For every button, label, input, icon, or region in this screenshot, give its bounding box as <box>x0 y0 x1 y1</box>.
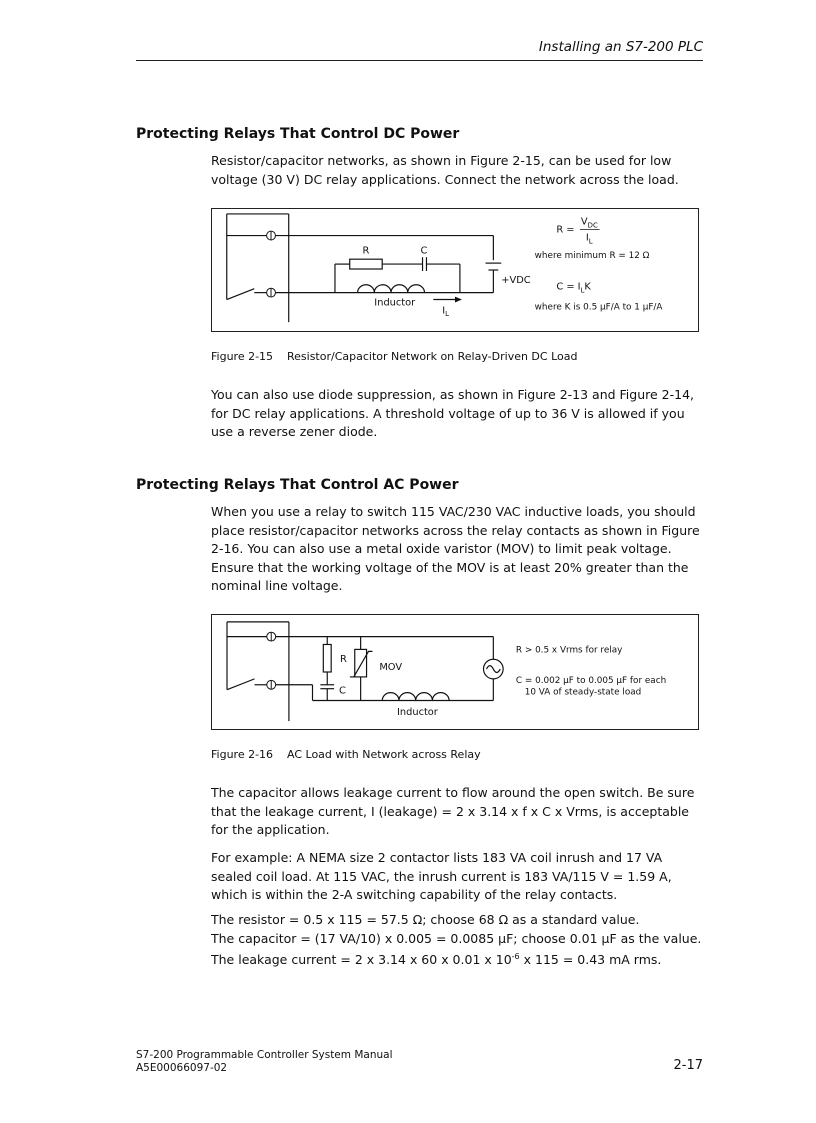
footer-manual-title: S7-200 Programmable Controller System Manual <box>136 1049 393 1061</box>
resistor-label: R <box>340 654 347 666</box>
ac-example-paragraph: For example: A NEMA size 2 contactor lists 183 VA coil inrush and 17 VA sealed coil load. At 115 VAC, the inrush current is 183 VA/115 V = 1.59 A, which is within the 2-A switching capability of the relay contacts. <box>211 850 672 903</box>
current-arrow-head <box>455 297 462 303</box>
mov-label: MOV <box>379 662 403 674</box>
heading-ac-relays: Protecting Relays That Control AC Power <box>136 477 459 493</box>
resistor-symbol <box>323 644 331 672</box>
note-c-line2: 10 VA of steady-state load <box>524 687 642 698</box>
inductor-label: Inductor <box>374 297 416 309</box>
heading-dc-relays: Protecting Relays That Control DC Power <box>136 126 460 142</box>
eq-c-note: where K is 0.5 µF/A to 1 µF/A <box>534 302 663 313</box>
inductor-label: Inductor <box>397 707 438 719</box>
calculation-block <box>211 911 703 970</box>
resistor-label: R <box>362 245 370 257</box>
calc-resistor: The resistor = 0.5 x 115 = 57.5 Ω; choose 68 Ω as a standard value. <box>211 912 640 927</box>
note-r: R > 0.5 x Vrms for relay <box>515 645 623 656</box>
caption-figure-2-15 <box>211 350 577 363</box>
resistor-symbol <box>350 259 382 269</box>
page-number: 2-17 <box>673 1058 703 1073</box>
figure-2-15-dc-circuit <box>211 208 699 332</box>
calc-leakage: The leakage current = 2 x 3.14 x 60 x 0.01 x $10^{-6}$ x 115 = 0.43 mA rms. <box>211 952 662 968</box>
vdc-label: +VDC <box>501 274 531 286</box>
eq-c: $C = I_LK$ <box>556 281 591 295</box>
calc-capacitor: The capacitor = (17 VA/10) x 0.005 = 0.0085 µF; choose 0.01 µF as the value. <box>211 930 702 946</box>
relay-switch-blade <box>227 289 255 300</box>
caption-number: Figure 2-16 <box>211 748 274 761</box>
inductor-coil <box>358 285 425 293</box>
dc-circuit-diagram <box>212 209 698 331</box>
ac-leakage-paragraph: The capacitor allows leakage current to flow around the open switch. Be sure that the leakage current, I (leakage) = 2 x 3.14 x f x C x Vrms, is acceptable for the application. <box>211 785 695 838</box>
dc-diode-paragraph: You can also use diode suppression, as shown in Figure 2-13 and Figure 2-14, for DC relay applications. A threshold voltage of up to 36 V is allowed if you use a reverse zener diode. <box>211 387 695 440</box>
caption-figure-2-16 <box>211 748 481 761</box>
ac-intro-paragraph: When you use a relay to switch 115 VAC/230 VAC inductive loads, you should place resistor/capacitor networks across the relay contacts as shown in Figure 2-16. You can also use a metal oxide varistor (MOV) to limit peak voltage. Ensure that the working voltage of the MOV is at least 20% greater than the nominal line voltage. <box>211 504 700 594</box>
caption-number: Figure 2-15 <box>211 350 274 363</box>
header-rule <box>136 60 703 61</box>
relay-switch-blade <box>227 679 255 690</box>
mov-diagonal <box>350 651 373 677</box>
dc-intro-paragraph: Resistor/capacitor networks, as shown in Figure 2-15, can be used for low voltage (30 V) DC relay applications. Connect the network across the load. <box>211 153 679 187</box>
capacitor-label: C <box>420 245 428 257</box>
running-header: Installing an S7-200 PLC <box>538 39 703 55</box>
caption-text: Resistor/Capacitor Network on Relay-Driven DC Load <box>287 350 578 363</box>
footer-manual-info <box>136 1049 393 1074</box>
footer-doc-number: A5E00066097-02 <box>136 1061 228 1074</box>
caption-text: AC Load with Network across Relay <box>287 748 481 761</box>
capacitor-label: C <box>339 685 346 697</box>
sine-wave-icon <box>486 666 500 673</box>
eq-r-denominator: $I_L$ <box>585 232 593 246</box>
note-c-line1: C = 0.002 µF to 0.005 µF for each <box>515 675 667 686</box>
eq-r-numerator: $V_{DC}$ <box>580 216 598 230</box>
inductor-coil <box>382 693 449 701</box>
current-label: $I_L$ <box>442 305 449 319</box>
figure-2-16-ac-circuit <box>211 614 699 730</box>
eq-r-note: where minimum R = 12 Ω <box>534 251 650 262</box>
ac-circuit-diagram <box>212 615 698 729</box>
eq-r-lhs: R = <box>556 224 575 236</box>
